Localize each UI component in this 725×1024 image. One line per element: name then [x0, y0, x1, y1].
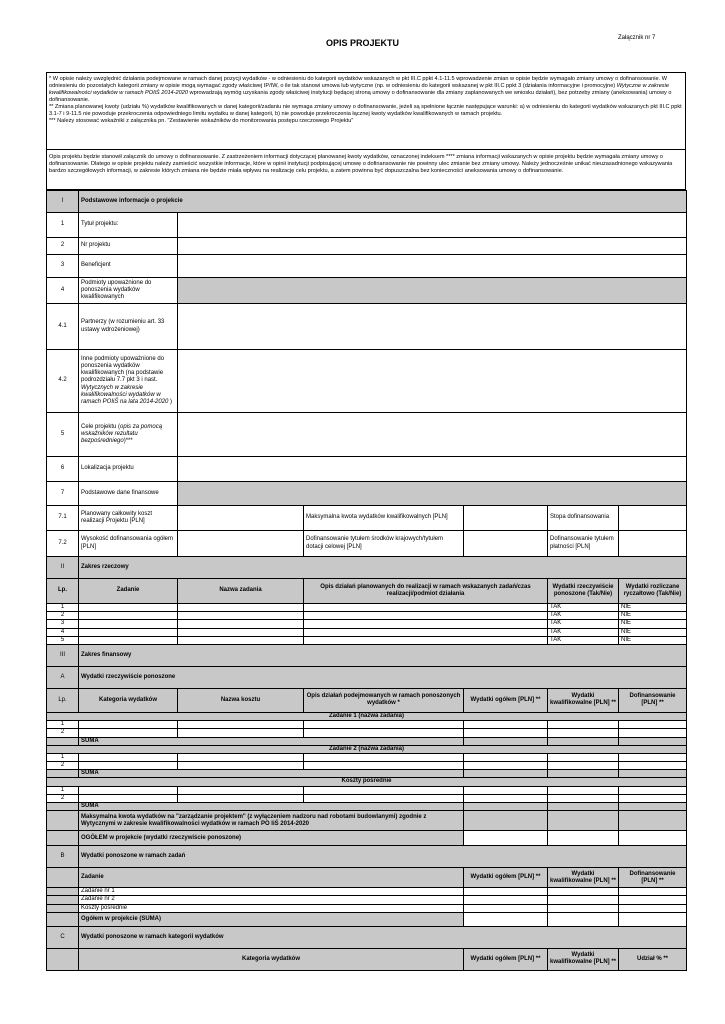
cell[interactable]	[178, 753, 304, 761]
col-lump-sum: Wydatki rozliczane ryczałtowo (Tak/Nie)	[619, 579, 687, 604]
project-table	[46, 190, 687, 971]
lump-sum-value[interactable]: NIE	[619, 628, 687, 636]
cell[interactable]	[79, 762, 178, 770]
lump-sum-value[interactable]: NIE	[619, 620, 687, 628]
description-cell[interactable]	[304, 636, 548, 644]
note-1-italic: Wytyczne w zakresie kwalifikowalności wydatków w ramach POIiŚ 2014-2020	[49, 82, 669, 96]
sum-label: SUMA	[79, 737, 464, 745]
subsection-c-letter: C	[47, 926, 79, 948]
cell[interactable]	[464, 786, 548, 794]
note-1-b: wprowadzają wymóg uzyskania zgody właściwej instytucji będącej stroną umowy o dofinansowanie dla zmiany zaplanowanych we wniosku działań), bez potrzeby zmiany (aneksowania) umowy o dofinansowanie.	[49, 89, 672, 103]
cell[interactable]	[79, 753, 178, 761]
total-label: Ogółem w projekcie (SUMA)	[79, 912, 464, 926]
max-mgmt-row	[47, 811, 687, 831]
subsection-a-letter: A	[47, 666, 79, 688]
task-group-1-header	[47, 712, 687, 720]
cell[interactable]	[464, 896, 548, 904]
cell[interactable]	[548, 753, 619, 761]
total-actual-label: OGÓŁEM w projekcie (wydatki rzeczywiście ponoszone)	[79, 831, 464, 846]
row-number: 1	[47, 786, 79, 794]
col-category: Kategoria wydatków	[79, 948, 464, 970]
field-label-number: Nr projektu	[79, 238, 178, 255]
cell[interactable]	[548, 729, 619, 737]
note-2: ** Zmiana planowanej kwoty (udziału %) wydatków kwalifikowanych w danej kategorii/zadaniu nie wymaga zmiany umowy o dofinansowanie, jeżeli są spełnione łącznie następujące warunki: a) w odniesieniu do kategorii wydatków wskazanych pkt III.C ppkt 3.1-7 i 9-11.5 nie powoduje przekroczenia odpowiedniego limitu wydatku w danej kategorii, b) nie powoduje przekroczenia łącznej kwoty wydatków kwalifikowanych w ramach projektu.	[49, 103, 682, 117]
cell	[548, 770, 619, 778]
actual-costs-value[interactable]: TAK	[548, 604, 619, 612]
note-3: *** Należy stosować wskaźniki z załącznika pn. "Zestawienie wskaźników do monitorowania postępu rzeczowego Projektu"	[49, 117, 354, 124]
row-number: 2	[47, 762, 79, 770]
col-cost-name: Nazwa kosztu	[178, 688, 304, 712]
cell[interactable]	[548, 762, 619, 770]
task-2-label: Zadanie 2 (nazwa zadania)	[47, 745, 687, 753]
info-row-5	[47, 413, 687, 457]
cell	[47, 811, 79, 831]
col-activities: Opis działań podejmowanych w ramach ponoszonych wydatków *	[304, 688, 464, 712]
field-label-financial: Podstawowe dane finansowe	[79, 482, 178, 506]
field-label-total-cost: Planowany całkowity koszt realizacji Projektu [PLN]	[79, 506, 178, 531]
cell[interactable]	[464, 753, 548, 761]
location-value[interactable]	[178, 457, 687, 482]
field-label-national-funding: Dofinansowanie tytułem środków krajowych/tytułem dotacji celowej [PLN]	[304, 531, 464, 557]
cell	[464, 770, 548, 778]
table-row	[47, 794, 687, 802]
task-1-label: Zadanie 1 (nazwa zadania)	[47, 712, 687, 720]
cell[interactable]	[79, 786, 178, 794]
national-funding-value[interactable]	[464, 531, 548, 557]
table-row	[47, 729, 687, 737]
subsection-b-title: Wydatki ponoszone w ramach zadań	[79, 846, 687, 868]
cell[interactable]	[548, 896, 619, 904]
table-row	[47, 753, 687, 761]
field-label-title: Tytuł projektu:	[79, 213, 178, 238]
lump-sum-value[interactable]: NIE	[619, 612, 687, 620]
cell[interactable]	[548, 794, 619, 802]
section-3-title: Zakres finansowy	[79, 644, 687, 666]
table-row	[47, 620, 687, 628]
row-number: 4.1	[47, 304, 79, 350]
intro-text: Opis projektu będzie stanowił załącznik do umowy o dofinansowanie. Z zastrzeżeniem informacji dotyczącej planowanej kwoty wydatków, oznaczonej indeksem **** zmiana informacji wskazanych w opisie projektu będzie wymagała zmiany umowy o dofinansowanie. Dlatego w opisie projektu należy zamieścić wszystkie informacje, które w opinii instytucji podpisującej umowę o dofinansowanie nie powinny ulec zmianie bez zmiany umowy. Należy jednocześnie unikać nieuzasadnionego wskazywania bardzo szczegółowych informacji, w zakresie których zmiana nie będzie miała wpływu na realizację celu projektu, a zatem powinna być dopuszczalna bez konieczności aneksowania umowy o dofinansowanie.	[46, 149, 686, 190]
cell[interactable]	[178, 721, 304, 729]
task-name-cell[interactable]	[178, 612, 304, 620]
task-name-cell[interactable]	[178, 620, 304, 628]
actual-costs-value[interactable]: TAK	[548, 612, 619, 620]
col-category: Kategoria wydatków	[79, 688, 178, 712]
cell[interactable]	[619, 721, 687, 729]
total-cost-value[interactable]	[178, 506, 304, 531]
section-2-header	[47, 557, 687, 579]
cell[interactable]	[619, 896, 687, 904]
cell[interactable]	[464, 888, 548, 896]
subsection-b-col-headers	[47, 868, 687, 888]
task-label: Koszty pośrednie	[79, 904, 464, 912]
subsection-b-letter: B	[47, 846, 79, 868]
col-funding: Dofinansowanie [PLN] **	[619, 688, 687, 712]
row-number: 6	[47, 457, 79, 482]
info-row-2	[47, 238, 687, 255]
actual-costs-value[interactable]: TAK	[548, 628, 619, 636]
task-name-cell[interactable]	[178, 628, 304, 636]
task-label: Zadanie nr 2	[79, 896, 464, 904]
indirect-costs-header	[47, 778, 687, 786]
row-number: 2	[47, 612, 79, 620]
row-number: 1	[47, 604, 79, 612]
label-part: )	[168, 398, 173, 405]
table-row	[47, 786, 687, 794]
cell[interactable]	[548, 912, 619, 926]
table-row	[47, 904, 687, 912]
financial-data-value	[178, 482, 687, 506]
cell	[47, 831, 79, 846]
field-label-total-funding: Wysokość dofinansowania ogółem [PLN]	[79, 531, 178, 557]
cell[interactable]	[79, 729, 178, 737]
info-row-6	[47, 457, 687, 482]
section-1-number: I	[47, 191, 79, 213]
label-italic: opis za pomocą wskaźników rezultatu bezpośredniego	[81, 423, 163, 445]
subsection-a-title: Wydatki rzeczywiście ponoszone	[79, 666, 687, 688]
cell[interactable]	[178, 794, 304, 802]
cell[interactable]	[304, 786, 464, 794]
actual-costs-value[interactable]: TAK	[548, 636, 619, 644]
sum-row	[47, 737, 687, 745]
cell	[47, 737, 79, 745]
cell[interactable]	[304, 794, 464, 802]
task-cell[interactable]	[79, 628, 178, 636]
cell	[464, 811, 548, 831]
cell[interactable]	[619, 786, 687, 794]
subsection-c-col-headers	[47, 948, 687, 970]
description-cell[interactable]	[304, 604, 548, 612]
note-1-a: * W opisie należy uwzględnić działania podejmowane w ramach danej pozycji wydatków - w odniesieniu do kategorii wydatków wskazanych w pkt III.C ppkt 4.1-11.5 wprowadzenie zmian w opisie będzie wymagało zmiany umowy o dofinansowanie. W odniesieniu do pozostałych kategorii zmiany w opisie mogą wymagać zgody właściwej IP/IW, o ile tak stanowi umowa lub wytyczne (np. w odniesieniu do kategorii wskazanej w pkt III.C ppkt 3 (działania informacyjne i promocyjne)	[49, 76, 667, 89]
col-lp: Lp.	[47, 579, 79, 604]
col-total: Wydatki ogółem [PLN] **	[464, 688, 548, 712]
beneficiary-value[interactable]	[178, 255, 687, 278]
cell	[548, 811, 619, 831]
cell	[47, 888, 79, 896]
partners-value[interactable]	[178, 304, 687, 350]
cell	[619, 811, 687, 831]
cell	[464, 803, 548, 811]
max-management-label: Maksymalna kwota wydatków na "zarządzanie projektem" (z wyłączeniem nadzoru nad robotami budowlanymi) zgodnie z Wytycznymi w zakresie kwalifikowalności wydatków w ramach PO IiŚ 2014-2020	[79, 811, 464, 831]
field-label-authorized: Podmioty upoważnione do ponoszenia wydatków kwalifikowanych	[79, 278, 178, 304]
project-number-value[interactable]	[178, 238, 687, 255]
task-cell[interactable]	[79, 636, 178, 644]
task-cell[interactable]	[79, 620, 178, 628]
subsection-c-title: Wydatki ponoszone w ramach kategorii wydatków	[79, 926, 687, 948]
cell	[464, 737, 548, 745]
table-row	[47, 628, 687, 636]
cell[interactable]	[619, 794, 687, 802]
field-label-partners: Partnerzy (w rozumieniu art. 33 ustawy wdrożeniowej)	[79, 304, 178, 350]
description-cell[interactable]	[304, 612, 548, 620]
table-row	[47, 636, 687, 644]
section-3-number: III	[47, 644, 79, 666]
row-number: 5	[47, 636, 79, 644]
scope-header-row	[47, 579, 687, 604]
cell[interactable]	[79, 794, 178, 802]
cell[interactable]	[464, 762, 548, 770]
subsection-b-header	[47, 846, 687, 868]
subsection-a-header	[47, 666, 687, 688]
cell[interactable]	[304, 729, 464, 737]
attachment-label: Załącznik nr 7	[618, 35, 656, 41]
label-part: )***	[123, 438, 133, 445]
description-cell[interactable]	[304, 628, 548, 636]
section-2-number: II	[47, 557, 79, 579]
cell[interactable]	[619, 912, 687, 926]
lump-sum-value[interactable]: NIE	[619, 604, 687, 612]
total-funding-value[interactable]	[619, 831, 687, 846]
total-eligible-value[interactable]	[548, 831, 619, 846]
row-number: 1	[47, 753, 79, 761]
section-2-title: Zakres rzeczowy	[79, 557, 687, 579]
row-number: 4.2	[47, 350, 79, 413]
col-eligible: Wydatki kwalifikowalne [PLN] **	[548, 688, 619, 712]
sum-row	[47, 803, 687, 811]
col-eligible: Wydatki kwalifikowalne [PLN] **	[548, 868, 619, 888]
cell[interactable]	[304, 721, 464, 729]
field-label-beneficiary: Beneficjent	[79, 255, 178, 278]
cell[interactable]	[619, 753, 687, 761]
row-number: 5	[47, 413, 79, 457]
cell	[47, 912, 79, 926]
cell[interactable]	[548, 904, 619, 912]
field-label-other-entities	[79, 350, 178, 413]
cell[interactable]	[304, 762, 464, 770]
table-row	[47, 721, 687, 729]
cell[interactable]	[619, 904, 687, 912]
cell[interactable]	[464, 729, 548, 737]
row-number: 4	[47, 628, 79, 636]
row-number: 1	[47, 721, 79, 729]
info-row-3	[47, 255, 687, 278]
cell[interactable]	[464, 904, 548, 912]
goals-value[interactable]	[178, 413, 687, 457]
col-task: Zadanie	[79, 579, 178, 604]
row-number: 7.1	[47, 506, 79, 531]
cell[interactable]	[79, 721, 178, 729]
cell	[619, 770, 687, 778]
subsection-a-col-headers	[47, 688, 687, 712]
total-funding-value[interactable]	[178, 531, 304, 557]
label-part: Cele projektu (	[81, 423, 121, 430]
table-row	[47, 762, 687, 770]
row-number: 4	[47, 278, 79, 304]
other-entities-value[interactable]	[178, 350, 687, 413]
footnotes-box	[46, 72, 686, 150]
total-row	[47, 912, 687, 926]
cell	[548, 737, 619, 745]
cell	[47, 770, 79, 778]
row-number: 2	[47, 729, 79, 737]
task-name-cell[interactable]	[178, 604, 304, 612]
cell[interactable]	[619, 762, 687, 770]
sum-label: SUMA	[79, 770, 464, 778]
table-row	[47, 896, 687, 904]
info-row-7	[47, 482, 687, 506]
task-cell[interactable]	[79, 604, 178, 612]
cell[interactable]	[619, 729, 687, 737]
actual-costs-value[interactable]: TAK	[548, 620, 619, 628]
cell	[619, 737, 687, 745]
indirect-costs-label: Koszty pośrednie	[47, 778, 687, 786]
col-actual-costs: Wydatki rzeczywiście ponoszone (Tak/Nie)	[548, 579, 619, 604]
info-row-4	[47, 278, 687, 304]
rate-value[interactable]	[619, 506, 687, 531]
section-1-title: Podstawowe informacje o projekcie	[79, 191, 687, 213]
task-group-2-header	[47, 745, 687, 753]
fin-row-7-2	[47, 531, 687, 557]
col-funding: Dofinansowanie [PLN] **	[619, 868, 687, 888]
page-title: OPIS PROJEKTU	[325, 38, 399, 48]
field-label-max-eligible: Maksymalna kwota wydatków kwalifikowalnych [PLN]	[304, 506, 464, 531]
authorized-entities-value	[178, 278, 687, 304]
table-row	[47, 604, 687, 612]
fin-row-7-1	[47, 506, 687, 531]
label-part: Inne podmioty upoważnione do ponoszenia wydatków kwalifikowanych (na podstawie podrozdziału 7.7 pkt 3 i nast.	[81, 355, 165, 384]
cell	[47, 896, 79, 904]
payment-funding-value[interactable]	[619, 531, 687, 557]
cell[interactable]	[619, 888, 687, 896]
col-task: Zadanie	[79, 868, 464, 888]
cell[interactable]	[548, 721, 619, 729]
cell[interactable]	[464, 912, 548, 926]
col-lp: Lp.	[47, 688, 79, 712]
col-total: Wydatki ogółem [PLN] **	[464, 948, 548, 970]
project-title-value[interactable]	[178, 213, 687, 238]
cell[interactable]	[548, 888, 619, 896]
description-cell[interactable]	[304, 620, 548, 628]
cell	[47, 948, 79, 970]
task-cell[interactable]	[79, 612, 178, 620]
row-number: 2	[47, 794, 79, 802]
cell[interactable]	[464, 794, 548, 802]
section-1-header	[47, 191, 687, 213]
field-label-rate: Stopa dofinansowania	[548, 506, 619, 531]
col-description: Opis działań planowanych do realizacji w ramach wskazanych zadań/czas realizacji/podmiot działania	[304, 579, 548, 604]
table-row	[47, 888, 687, 896]
row-number: 1	[47, 213, 79, 238]
lump-sum-value[interactable]: NIE	[619, 636, 687, 644]
col-share: Udział % **	[619, 948, 687, 970]
col-task-name: Nazwa zadania	[178, 579, 304, 604]
cell	[619, 803, 687, 811]
sum-row	[47, 770, 687, 778]
info-row-4-2	[47, 350, 687, 413]
table-row	[47, 612, 687, 620]
cell	[47, 803, 79, 811]
row-number: 7	[47, 482, 79, 506]
field-label-goals	[79, 413, 178, 457]
cell[interactable]	[464, 721, 548, 729]
max-eligible-value[interactable]	[464, 506, 548, 531]
task-label: Zadanie nr 1	[79, 888, 464, 896]
total-actual-value[interactable]	[464, 831, 548, 846]
field-label-payment-funding: Dofinansowanie tytułem płatności [PLN]	[548, 531, 619, 557]
field-label-location: Lokalizacja projektu	[79, 457, 178, 482]
cell	[47, 868, 79, 888]
cell[interactable]	[548, 786, 619, 794]
info-row-4-1	[47, 304, 687, 350]
cell[interactable]	[178, 729, 304, 737]
col-total: Wydatki ogółem [PLN] **	[464, 868, 548, 888]
info-row-1	[47, 213, 687, 238]
cell	[548, 803, 619, 811]
cell	[47, 904, 79, 912]
row-number: 2	[47, 238, 79, 255]
task-name-cell[interactable]	[178, 636, 304, 644]
col-eligible: Wydatki kwalifikowalne [PLN] **	[548, 948, 619, 970]
total-actual-row	[47, 831, 687, 846]
subsection-c-header	[47, 926, 687, 948]
cell[interactable]	[178, 762, 304, 770]
row-number: 3	[47, 255, 79, 278]
row-number: 7.2	[47, 531, 79, 557]
cell[interactable]	[178, 786, 304, 794]
cell[interactable]	[304, 753, 464, 761]
label-italic: Wytycznych w zakresie kwalifikowalności wydatków w ramach POIiŚ na lata 2014-2020	[81, 384, 169, 405]
row-number: 3	[47, 620, 79, 628]
section-3-header	[47, 644, 687, 666]
sum-label: SUMA	[79, 803, 464, 811]
